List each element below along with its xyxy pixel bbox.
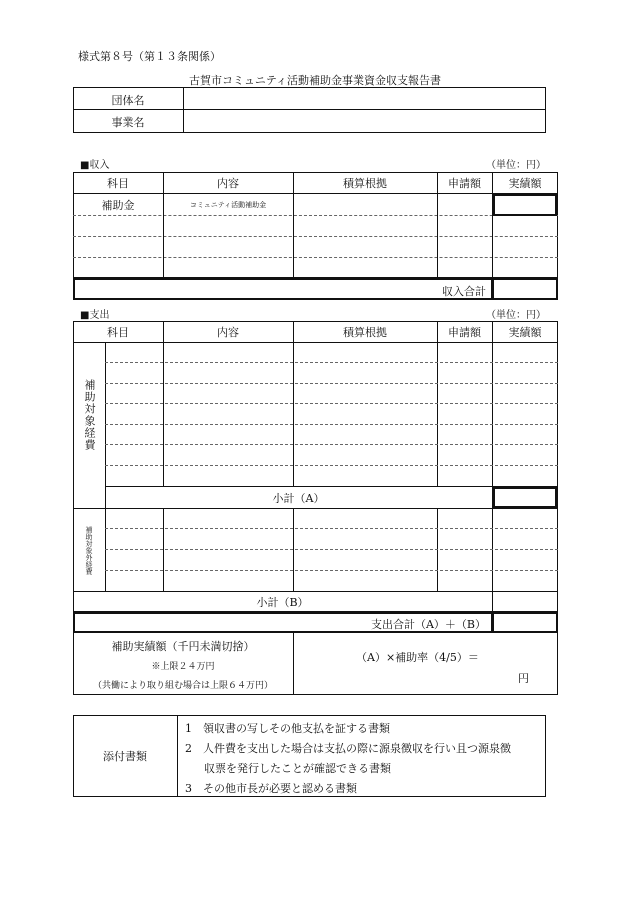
project-name-field[interactable]: [184, 110, 545, 132]
expense-total-label: 支出合計（A）＋（B）: [370, 618, 486, 631]
income-total-label: 収入合計: [442, 285, 486, 298]
income-unit: （単位：円）: [486, 160, 546, 171]
expense-header-basis: 積算根拠: [343, 326, 387, 339]
result-amount-field[interactable]: [300, 666, 510, 686]
income-header-item: 科目: [107, 177, 129, 190]
expense-table: [73, 321, 558, 632]
income-header-requested: 申請額: [448, 177, 481, 190]
expense-header-actual: 実績額: [508, 326, 542, 339]
result-yen: 円: [518, 672, 529, 685]
income-total-field[interactable]: [492, 278, 558, 300]
project-name-label: 事業名: [111, 116, 145, 129]
result-label: 補助実績額（千円未満切捨）: [111, 640, 255, 653]
attachment-item-2-cont: 収票を発行したことが確認できる書類: [204, 762, 391, 775]
attachment-item-1: 1 領収書の写しその他支払を証する書類: [185, 722, 390, 735]
result-formula: （A）×補助率（4/5）＝: [356, 651, 479, 664]
ineligible-expense-label: 補助対象外経費: [85, 525, 93, 575]
group-name-label: 団体名: [111, 94, 145, 107]
form-number: 様式第８号（第１３条関係）: [78, 50, 221, 63]
expense-header-requested: 申請額: [448, 326, 481, 339]
result-note-joint: （共働により取り組む場合は上限６４万円）: [92, 681, 273, 691]
group-name-field[interactable]: [184, 88, 545, 109]
attachments-label: 添付書類: [103, 750, 147, 763]
subtotal-a-field[interactable]: [493, 487, 557, 508]
income-header-content: 内容: [217, 177, 239, 190]
income-header-actual: 実績額: [508, 177, 542, 190]
income-section-title: ■収入: [80, 160, 110, 171]
result-note-limit: ※上限２４万円: [151, 662, 215, 672]
document-title: 古賀市コミュニティ活動補助金事業資金収支報告書: [189, 74, 441, 87]
subtotal-a-label: 小計（A）: [272, 491, 325, 505]
income-header-basis: 積算根拠: [343, 177, 387, 190]
expense-total-field[interactable]: [492, 612, 558, 633]
expense-header-item: 科目: [107, 326, 129, 339]
subtotal-b-label: 小計（B）: [256, 595, 309, 609]
attachment-item-3: 3 その他市長が必要と認める書類: [185, 782, 357, 795]
income-subsidy-actual-field[interactable]: [493, 194, 557, 216]
expense-unit: （単位：円）: [486, 310, 546, 321]
attachment-item-2: 2 人件費を支出した場合は支払の際に源泉徴収を行い且つ源泉徴: [185, 742, 511, 755]
income-row-item: 補助金: [101, 198, 135, 212]
expense-section-title: ■支出: [80, 310, 110, 321]
income-row-content: コミュニティ活動補助金: [189, 200, 267, 209]
expense-header-content: 内容: [217, 326, 239, 339]
eligible-expense-label: 補助対象経費: [83, 378, 96, 451]
